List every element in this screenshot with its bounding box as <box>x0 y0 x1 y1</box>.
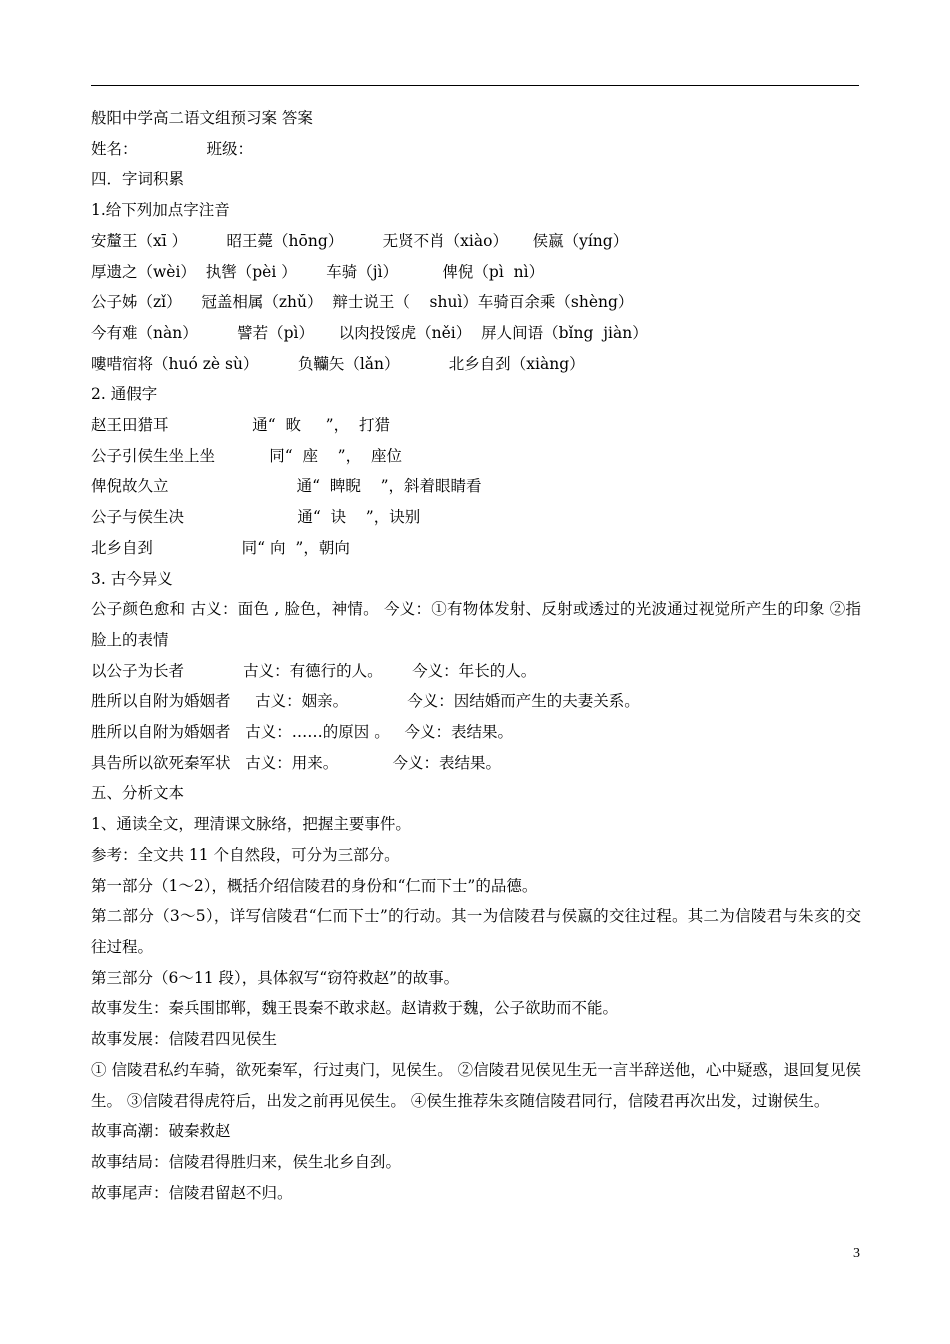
analysis-line: 故事发展：信陵君四见侯生 <box>91 1030 278 1049</box>
analysis-line: 故事高潮：破秦救赵 <box>91 1122 231 1141</box>
analysis-line: 参考：全文共 11 个自然段，可分为三部分。 <box>91 845 400 864</box>
pinyin-line: 安釐王（xī ） 昭王薨（hōng） 无贤不肖（xiào） 侯嬴（yíng） <box>91 231 629 250</box>
gujin-line: 胜所以自附为婚姻者 古义：……的原因 。 今义：表结果。 <box>91 723 513 742</box>
pinyin-line: 嘍唶宿将（huó zè sù） 负韊矢（lǎn） 北乡自刭（xiàng） <box>91 354 585 373</box>
document-title: 般阳中学高二语文组预习案 答案 <box>91 109 313 127</box>
section4-heading: 四．字词积累 <box>91 170 185 189</box>
part2-paragraph: 第二部分（3～5），详写信陵君“仁而下士”的行动。其一为信陵君与侯嬴的交往过程。其二为信陵君与朱亥的交往过程。 <box>91 907 861 956</box>
tongjia-line: 北乡自刭 同“ 向 ”，朝向 <box>91 538 350 557</box>
q1-heading: 1.给下列加点字注音 <box>91 201 230 220</box>
page-number: 3 <box>853 1246 860 1261</box>
q3-heading: 3. 古今异义 <box>91 569 173 588</box>
gujin-line: 以公子为长者 古义：有德行的人。 今义：年长的人。 <box>91 661 537 680</box>
development-paragraph: ① 信陵君私约车骑，欲死秦军，行过夷门，见侯生。 ②信陵君见侯见生无一言半辞送他，心中疑惑，退回复见侯生。 ③信陵君得虎符后，出发之前再见侯生。 ④侯生推荐朱亥随信陵君同行，信陵君再次出发，过谢侯生。 <box>91 1060 861 1110</box>
pinyin-line: 今有难（nàn） 譬若（pì） 以肉投馁虎（něi） 屏人间语（bǐng jiàn） <box>91 323 648 342</box>
gujin-paragraph: 公子颜色愈和 古义：面色 , 脸色，神情。 今义：①有物体发射、反射或透过的光波通过视觉所产生的印象 ②指脸上的表情 <box>91 600 861 649</box>
pinyin-line: 厚遗之（wèi） 执辔（pèi ） 车骑（jì） 俾倪（pì nì） <box>91 262 545 281</box>
tongjia-line: 赵王田猎耳 通“ 畋 ”， 打猎 <box>91 416 390 435</box>
tongjia-line: 公子引侯生坐上坐 同“ 座 ”， 座位 <box>91 446 402 465</box>
tongjia-line: 公子与侯生决 通“ 诀 ”，诀别 <box>91 508 421 527</box>
section5-heading: 五、分析文本 <box>91 784 185 803</box>
pinyin-line: 公子姊（zǐ） 冠盖相属（zhǔ） 辩士说王（ shuì）车骑百余乘（shèng） <box>91 293 634 312</box>
gujin-line: 胜所以自附为婚姻者 古义：姻亲。 今义：因结婚而产生的夫妻关系。 <box>91 692 640 711</box>
analysis-line: 第三部分（6～11 段），具体叙写“窃符救赵”的故事。 <box>91 968 460 987</box>
gujin-line: 具告所以欲死秦军状 古义：用来。 今义：表结果。 <box>91 753 501 772</box>
analysis-line: 故事发生：秦兵围邯郸，魏王畏秦不敢求赵。赵请救于魏，公子欲助而不能。 <box>91 999 619 1018</box>
document-body <box>91 103 861 1208</box>
tongjia-line: 俾倪故久立 通“ 睥睨 ”，斜着眼睛看 <box>91 477 482 496</box>
analysis-line: 故事结局：信陵君得胜归来，侯生北乡自刭。 <box>91 1152 402 1171</box>
analysis-line: 故事尾声：信陵君留赵不归。 <box>91 1183 293 1202</box>
analysis-line: 1、通读全文，理清课文脉络，把握主要事件。 <box>91 815 411 834</box>
header-rule <box>91 85 859 86</box>
name-class-line: 姓名： 班级： <box>91 139 253 158</box>
analysis-line: 第一部分（1～2），概括介绍信陵君的身份和“仁而下士”的品德。 <box>91 876 538 895</box>
q2-heading: 2. 通假字 <box>91 385 158 404</box>
